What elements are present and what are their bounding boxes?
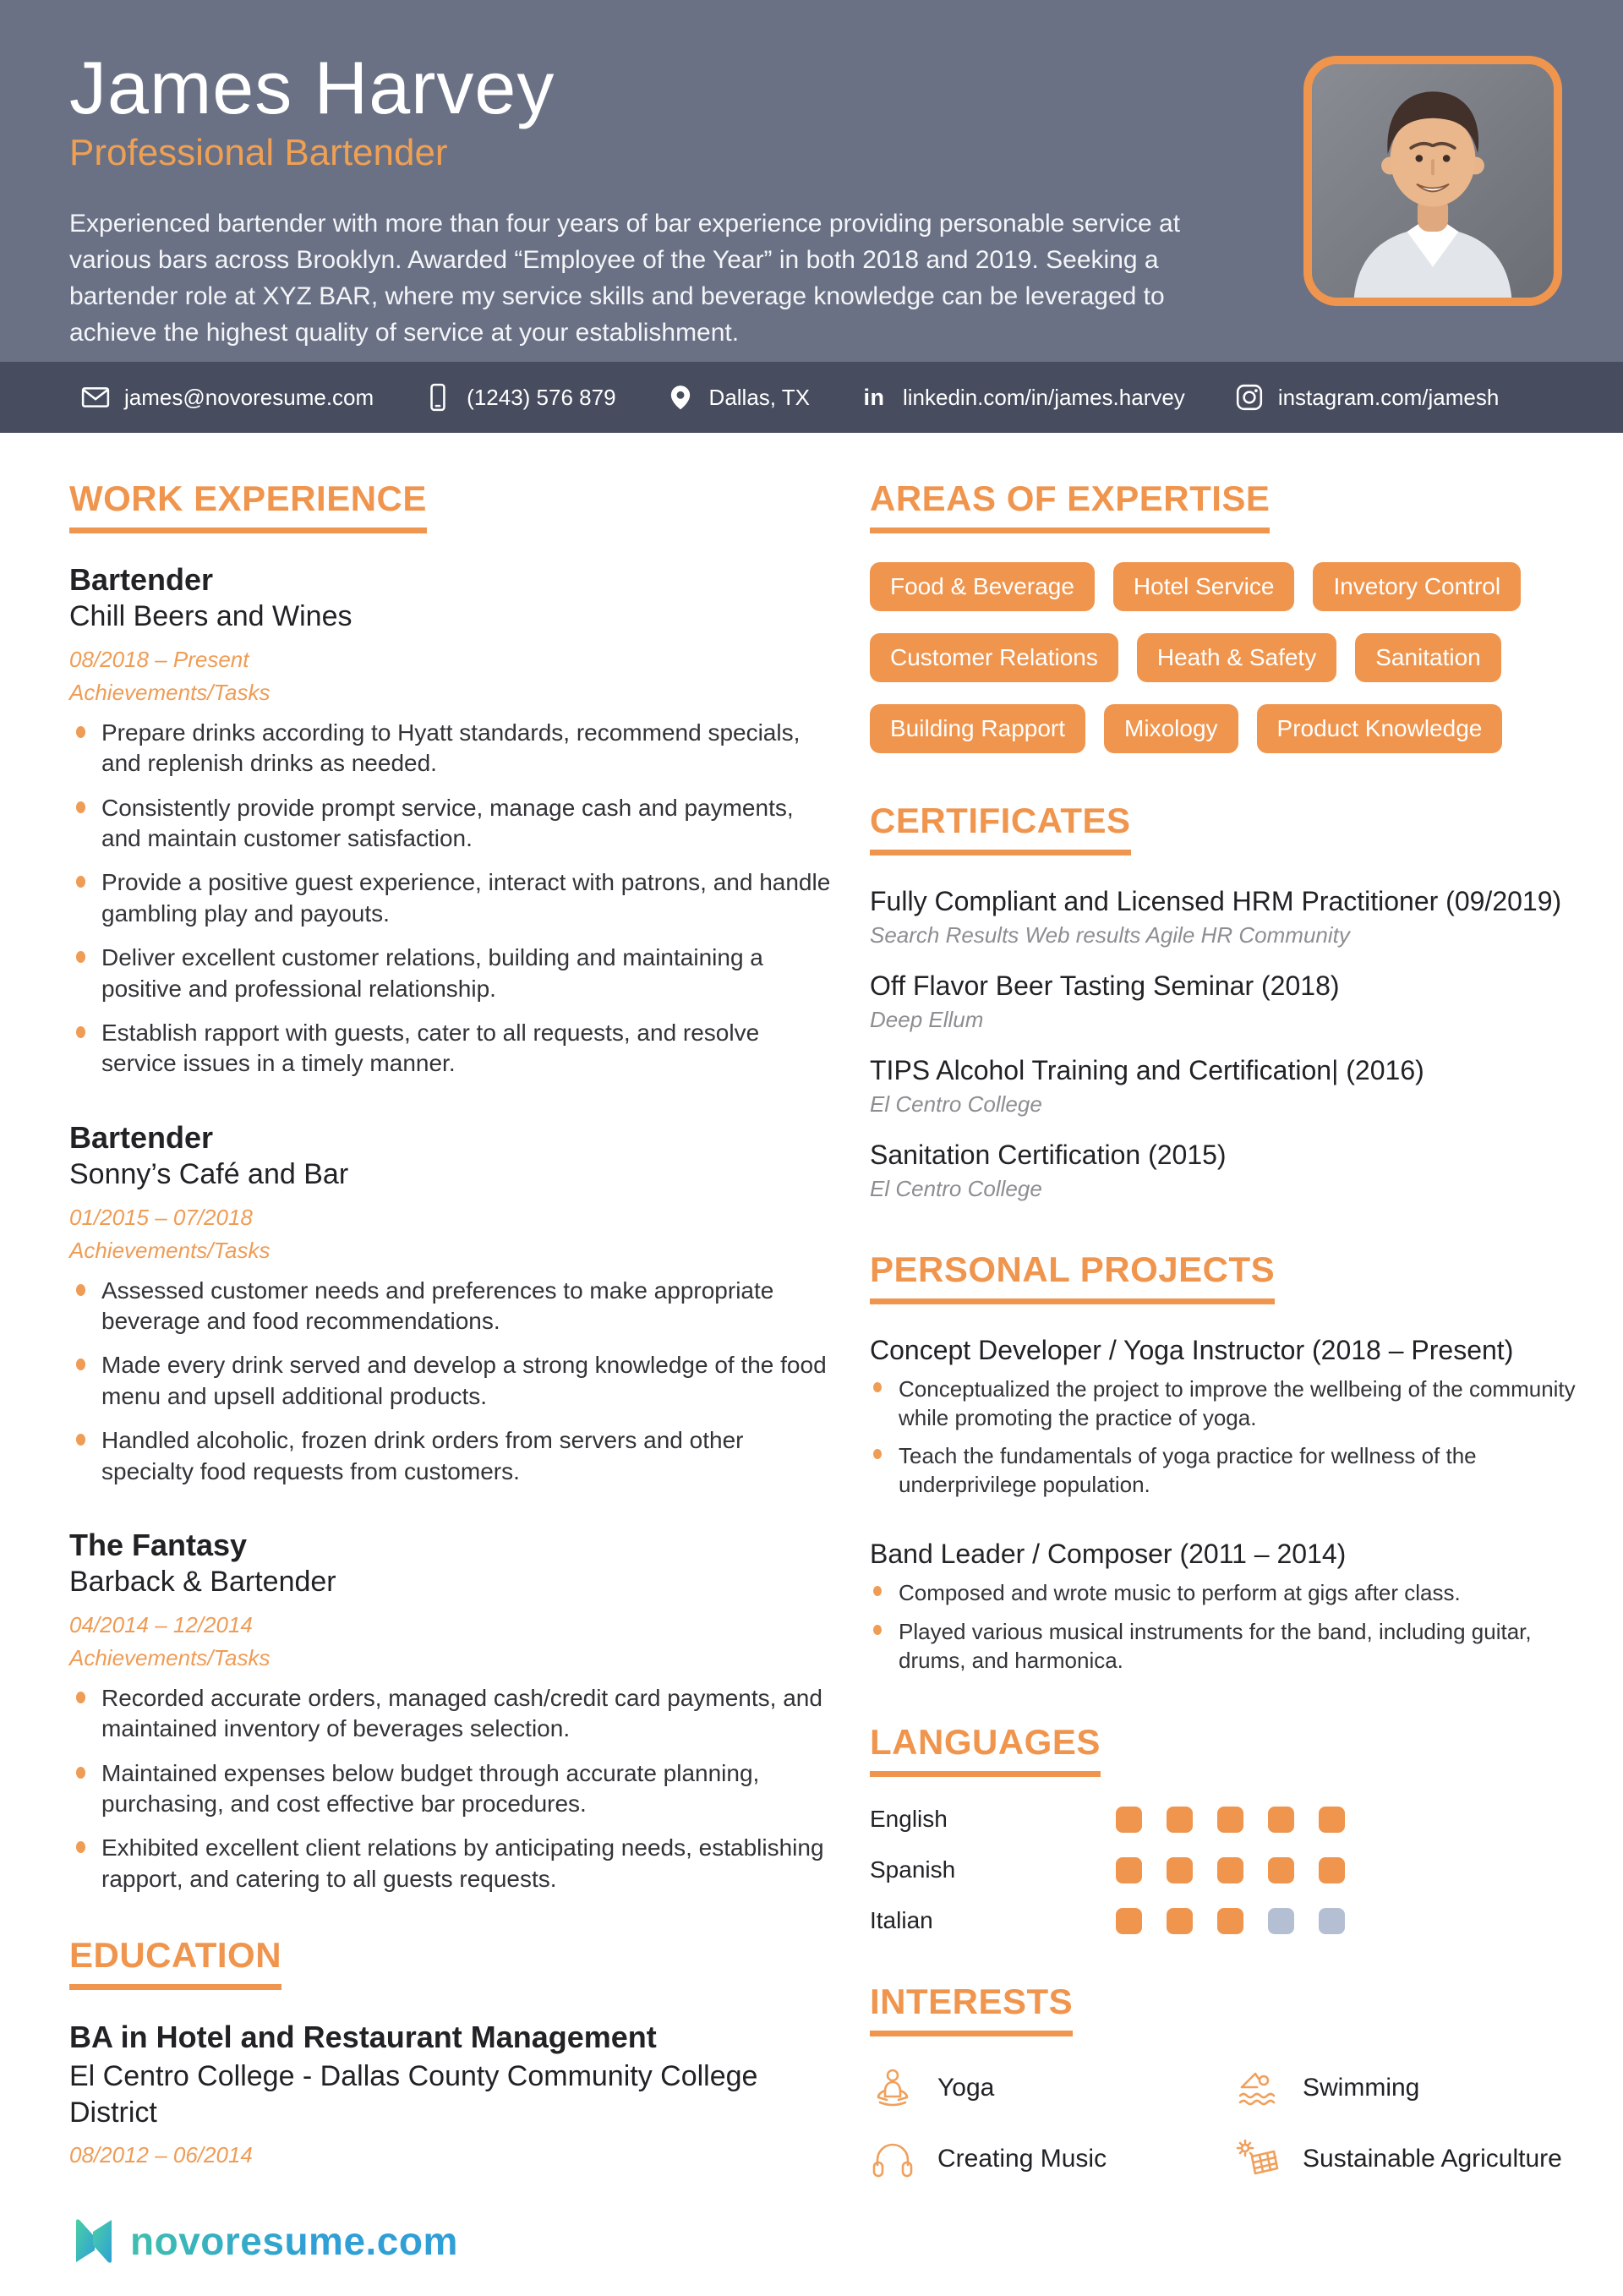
interests-section (870, 1982, 1598, 2182)
language-level-dot (1217, 1908, 1243, 1934)
job-role: Bartender (69, 562, 214, 597)
expertise-tag: Hotel Service (1113, 562, 1295, 611)
envelope-icon (80, 382, 111, 413)
project-title: Concept Developer / Yoga Instructor (2018 – Present) (870, 1334, 1514, 1365)
mobile-phone-icon (423, 382, 453, 413)
job-dates: 04/2014 – 12/2014 (69, 1611, 253, 1637)
certificate-name: TIPS Alcohol Training and Certification| (2016) (870, 1054, 1424, 1085)
language-level-dot (1268, 1857, 1294, 1883)
tasks-label: Achievements/Tasks (69, 1644, 270, 1670)
project-bullets (870, 1579, 1598, 1675)
work-experience-title: WORK EXPERIENCE (69, 478, 427, 533)
language-row (870, 1907, 1598, 1934)
map-pin-icon (665, 382, 696, 413)
contact-email[interactable] (80, 382, 374, 413)
languages-title: LANGUAGES (870, 1722, 1101, 1777)
contact-phone-text: (1243) 576 879 (467, 384, 616, 410)
instagram-icon (1234, 382, 1265, 413)
language-name: Spanish (870, 1856, 956, 1883)
project-item (870, 1537, 1598, 1675)
job-role: Bartender (69, 1119, 214, 1155)
job-dates: 01/2015 – 07/2018 (69, 1204, 253, 1230)
certificate-item (870, 884, 1598, 948)
expertise-tag: Sanitation (1355, 633, 1501, 682)
language-level-dot (1167, 1908, 1193, 1934)
meditating-person-icon (870, 2065, 915, 2111)
job-bullets (69, 1683, 832, 1894)
resume-body (0, 433, 1623, 2229)
language-row (870, 1806, 1598, 1833)
language-level-dot (1319, 1857, 1345, 1883)
language-level-dot (1167, 1857, 1193, 1883)
interest-item (870, 2136, 1235, 2182)
tasks-label: Achievements/Tasks (69, 1237, 270, 1263)
linkedin-in-icon: in (863, 384, 885, 410)
project-bullets (870, 1375, 1598, 1500)
expertise-tags (870, 562, 1598, 753)
person-title: Professional Bartender (69, 132, 448, 174)
education-dates: 08/2012 – 06/2014 (69, 2142, 253, 2168)
certificate-name: Fully Compliant and Licensed HRM Practitioner (09/2019) (870, 886, 1562, 916)
job-bullets (69, 1276, 832, 1487)
expertise-tag: Building Rapport (870, 704, 1085, 753)
language-level-dots (1116, 1908, 1345, 1934)
project-bullet: Teach the fundamentals of yoga practice for wellness of the underprivilege population. (870, 1442, 1598, 1500)
job-entry (69, 1120, 832, 1487)
education-title: EDUCATION (69, 1935, 281, 1990)
job-dates: 08/2018 – Present (69, 646, 249, 672)
interest-item (870, 2065, 1235, 2111)
tasks-label: Achievements/Tasks (69, 679, 270, 705)
languages-section (870, 1722, 1598, 1934)
expertise-tag: Food & Beverage (870, 562, 1095, 611)
expertise-tag: Invetory Control (1313, 562, 1521, 611)
footer-brand-text: novoresume.com (130, 2219, 458, 2263)
footer-brand[interactable] (69, 2217, 458, 2266)
profile-photo (1303, 56, 1562, 306)
job-company: Sonny’s Café and Bar (69, 1158, 349, 1191)
job-bullet: Recorded accurate orders, managed cash/credit card payments, and maintained inventory of beverages selection. (69, 1683, 832, 1745)
language-name: English (870, 1806, 948, 1833)
contact-instagram[interactable] (1234, 382, 1500, 413)
certificate-item (870, 1138, 1598, 1202)
language-name: Italian (870, 1907, 933, 1934)
project-title: Band Leader / Composer (2011 – 2014) (870, 1539, 1347, 1569)
interest-label: Creating Music (937, 2145, 1107, 2173)
job-bullet: Maintained expenses below budget through accurate planning, purchasing, and cost effective bar procedures. (69, 1758, 832, 1820)
project-item (870, 1333, 1598, 1500)
language-level-dot (1268, 1908, 1294, 1934)
swimmer-icon (1235, 2065, 1281, 2111)
language-level-dot (1217, 1807, 1243, 1833)
language-level-dot (1268, 1807, 1294, 1833)
job-bullet: Provide a positive guest experience, interact with patrons, and handle gambling play and payouts. (69, 867, 832, 929)
expertise-tag: Mixology (1104, 704, 1238, 753)
portrait-illustration (1312, 64, 1554, 298)
project-bullet: Composed and wrote music to perform at gigs after class. (870, 1579, 1598, 1608)
language-level-dots (1116, 1807, 1345, 1833)
expertise-section (870, 478, 1598, 753)
job-bullet: Establish rapport with guests, cater to all requests, and resolve service issues in a timely manner. (69, 1018, 832, 1080)
projects-section (870, 1249, 1598, 1676)
job-bullets (69, 718, 832, 1080)
job-role: The Fantasy (69, 1528, 248, 1563)
language-level-dot (1319, 1807, 1345, 1833)
contact-instagram-text: instagram.com/jamesh (1277, 384, 1500, 410)
project-bullet: Conceptualized the project to improve the wellbeing of the community while promoting the practice of yoga. (870, 1375, 1598, 1433)
job-entry (69, 1528, 832, 1894)
language-level-dot (1319, 1908, 1345, 1934)
certificate-item (870, 969, 1598, 1033)
language-level-dots (1116, 1857, 1345, 1883)
language-level-dot (1116, 1807, 1142, 1833)
left-column (69, 478, 832, 2229)
expertise-tag: Customer Relations (870, 633, 1118, 682)
job-bullet: Assessed customer needs and preferences to make appropriate beverage and food recommendations. (69, 1276, 832, 1337)
novoresume-logo-icon (69, 2217, 118, 2266)
contact-location[interactable] (665, 382, 810, 413)
education-school: El Centro College - Dallas County Community College District (69, 2060, 758, 2129)
interests-title: INTERESTS (870, 1982, 1073, 2036)
certificate-org: Search Results Web results Agile HR Community (870, 921, 1350, 948)
language-level-dot (1116, 1908, 1142, 1934)
certificates-title: CERTIFICATES (870, 801, 1131, 856)
certificate-name: Sanitation Certification (2015) (870, 1139, 1227, 1170)
right-column (870, 478, 1598, 2229)
language-level-dot (1217, 1857, 1243, 1883)
job-bullet: Deliver excellent customer relations, building and maintaining a positive and professional relationship. (69, 943, 832, 1004)
expertise-tag: Product Knowledge (1257, 704, 1503, 753)
language-row (870, 1856, 1598, 1883)
certificate-org: El Centro College (870, 1175, 1042, 1201)
job-bullet: Consistently provide prompt service, manage cash and payments, and maintain customer satisfaction. (69, 793, 832, 855)
contact-linkedin-text: linkedin.com/in/james.harvey (903, 384, 1185, 410)
person-name: James Harvey (69, 46, 555, 129)
certificate-name: Off Flavor Beer Tasting Seminar (2018) (870, 970, 1340, 1001)
project-bullet: Played various musical instruments for the band, including guitar, drums, and harmonica. (870, 1618, 1598, 1676)
job-bullet: Made every drink served and develop a strong knowledge of the food menu and upsell additional products. (69, 1350, 832, 1412)
interest-item (1235, 2136, 1598, 2182)
contact-email-text: james@novoresume.com (124, 384, 374, 410)
interest-label: Yoga (937, 2074, 995, 2102)
interest-label: Swimming (1303, 2074, 1420, 2102)
education-entry (69, 2019, 832, 2168)
contact-linkedin[interactable] (859, 382, 1185, 413)
job-company: Barback & Bartender (69, 1566, 336, 1599)
expertise-tag: Heath & Safety (1137, 633, 1336, 682)
interest-label: Sustainable Agriculture (1303, 2145, 1562, 2173)
projects-title: PERSONAL PROJECTS (870, 1249, 1275, 1304)
profile-summary: Experienced bartender with more than four years of bar experience providing personable service at various bars across Brooklyn. Awarded “Employee of the Year” in both 2018 and 2019. Seeking a bartender role at XYZ BAR, where my service skills and beverage knowledge can be leveraged to achieve the highest quality of service at your establishment. (69, 210, 1181, 347)
interests-grid (870, 2065, 1598, 2182)
job-bullet: Handled alcoholic, frozen drink orders from servers and other specialty food requests from customers. (69, 1425, 832, 1487)
certificate-org: Deep Ellum (870, 1006, 984, 1032)
certificate-org: El Centro College (870, 1091, 1042, 1117)
job-company: Chill Beers and Wines (69, 600, 352, 633)
job-entry (69, 562, 832, 1080)
interest-item (1235, 2065, 1598, 2111)
contact-location-text: Dallas, TX (708, 384, 810, 410)
hero-header (0, 0, 1623, 362)
solar-panel-sun-icon (1235, 2136, 1281, 2182)
language-level-dot (1167, 1807, 1193, 1833)
contact-phone[interactable] (423, 382, 615, 413)
contact-bar (0, 362, 1623, 433)
education-degree: BA in Hotel and Restaurant Management (69, 2020, 657, 2055)
certificates-section (870, 801, 1598, 1202)
expertise-title: AREAS OF EXPERTISE (870, 478, 1270, 533)
job-bullet: Prepare drinks according to Hyatt standards, recommend specials, and replenish drinks as needed. (69, 718, 832, 779)
language-level-dot (1116, 1857, 1142, 1883)
certificate-item (870, 1053, 1598, 1118)
headphones-icon (870, 2136, 915, 2182)
job-bullet: Exhibited excellent client relations by anticipating needs, establishing rapport, and catering to all guests requests. (69, 1833, 832, 1894)
